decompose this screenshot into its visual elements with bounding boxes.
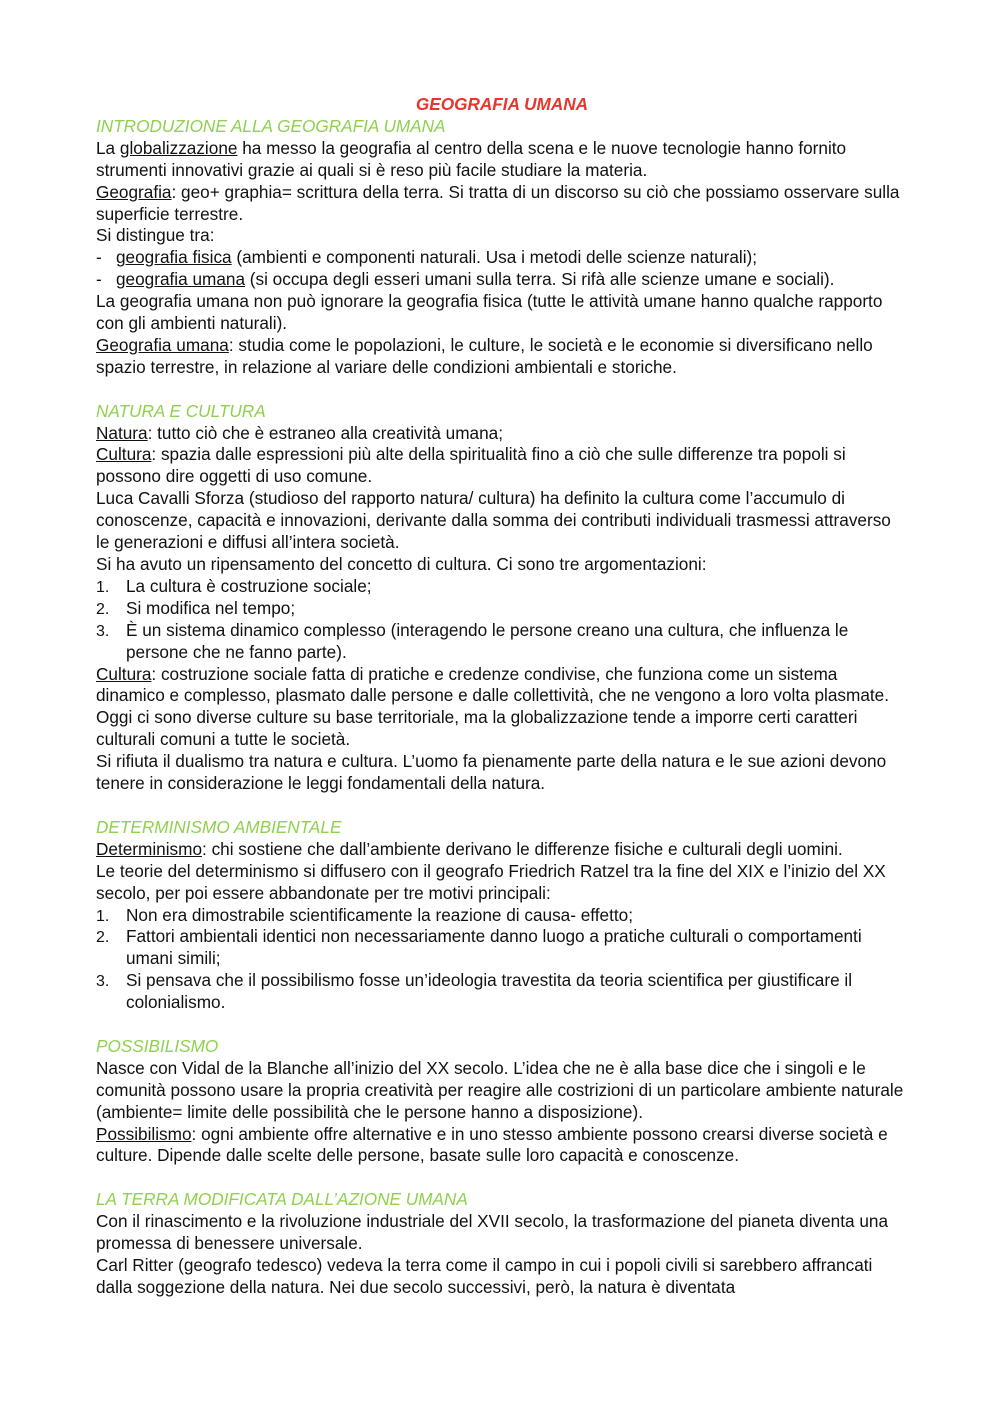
paragraph: La geografia umana non può ignorare la geografia fisica (tutte le attività umane hanno qualche rapporto con gli ambienti naturali). xyxy=(96,291,883,334)
section-introduzione xyxy=(96,116,908,379)
list-number: 1. xyxy=(96,907,110,925)
spacer xyxy=(96,1167,908,1189)
paragraph: Geografia: geo+ graphia= scrittura della terra. Si tratta di un discorso su ciò che possiamo osservare sulla superficie terrestre. xyxy=(96,181,900,224)
paragraph: Determinismo: chi sostiene che dall’ambiente derivano le differenze fisiche e culturali degli uomini. xyxy=(96,838,843,859)
list-item: 1. Non era dimostrabile scientificamente la reazione di causa- effetto; xyxy=(96,905,908,927)
paragraph: Nasce con Vidal de la Blanche all’inizio del XX secolo. L’idea che ne è alla base dice che i singoli e le comunità possono usare la propria creatività per reagire alle costrizioni di un particolare ambiente naturale (ambiente= limite delle possibilità che le persone hanno a disposizione). xyxy=(96,1057,904,1122)
list-item: 2. Fattori ambientali identici non necessariamente danno luogo a pratiche culturali o comportamenti umani simili; xyxy=(96,926,862,969)
section-heading: NATURA E CULTURA xyxy=(96,400,266,421)
paragraph: Carl Ritter (geografo tedesco) vedeva la terra come il campo in cui i popoli civili si sarebbero affrancati dalla soggezione della natura. Nei due secolo successivi, però, la natura è diventata xyxy=(96,1254,873,1297)
spacer xyxy=(96,379,908,401)
dash-bullet: - xyxy=(96,269,102,290)
paragraph: Si rifiuta il dualismo tra natura e cultura. L’uomo fa pienamente parte della natura e le sue azioni devono tenere in considerazione le leggi fondamentali della natura. xyxy=(96,751,887,794)
paragraph: Si ha avuto un ripensamento del concetto di cultura. Ci sono tre argomentazioni: xyxy=(96,554,707,575)
list-number: 3. xyxy=(96,973,110,991)
spacer xyxy=(96,795,908,817)
list-number: 1. xyxy=(96,578,110,596)
paragraph: Oggi ci sono diverse culture su base territoriale, ma la globalizzazione tende a imporre certi caratteri culturali comuni a tutte le società. xyxy=(96,707,858,750)
underlined-term: Natura xyxy=(96,422,148,443)
section-heading: INTRODUZIONE ALLA GEOGRAFIA UMANA xyxy=(96,115,446,136)
underlined-term: Geografia xyxy=(96,181,172,202)
section-heading: DETERMINISMO AMBIENTALE xyxy=(96,816,342,837)
section-possibilismo xyxy=(96,1036,908,1167)
dash-bullet: - xyxy=(96,247,102,268)
list-item: 1. La cultura è costruzione sociale; xyxy=(96,576,908,598)
section-determinismo xyxy=(96,817,908,1014)
underlined-term: Geografia umana xyxy=(96,334,229,355)
section-natura-e-cultura xyxy=(96,401,908,795)
list-item: 3. Si pensava che il possibilismo fosse un’ideologia travestita da teoria scientifica per giustificare il colonialismo. xyxy=(96,970,853,1013)
underlined-term: Cultura xyxy=(96,663,152,684)
paragraph: Le teorie del determinismo si diffusero con il geografo Friedrich Ratzel tra la fine del XIX e l’inizio del XX secolo, per poi essere abbandonate per tre motivi principali: xyxy=(96,860,886,903)
section-heading: POSSIBILISMO xyxy=(96,1035,219,1056)
paragraph: Possibilismo: ogni ambiente offre alternative e in uno stesso ambiente possono crearsi diverse società e culture. Dipende dalle scelte delle persone, basate sulle loro capacità e conoscenze. xyxy=(96,1123,888,1166)
paragraph: Si distingue tra: xyxy=(96,225,215,246)
underlined-term: Cultura xyxy=(96,444,152,465)
list-item: - geografia umana (si occupa degli esseri umani sulla terra. Si rifà alle scienze umane e sociali). xyxy=(96,269,835,290)
underlined-term: Possibilismo xyxy=(96,1123,192,1144)
list-item: 2. Si modifica nel tempo; xyxy=(96,598,908,620)
list-item: - geografia fisica (ambienti e componenti naturali. Usa i metodi delle scienze naturali); xyxy=(96,247,758,268)
underlined-term: Determinismo xyxy=(96,838,203,859)
paragraph: Geografia umana: studia come le popolazioni, le culture, le società e le economie si diversificano nello spazio terrestre, in relazione al variare delle condizioni ambientali e storiche. xyxy=(96,334,873,377)
spacer xyxy=(96,1014,908,1036)
paragraph: Luca Cavalli Sforza (studioso del rapporto natura/ cultura) ha definito la cultura come l’accumulo di conoscenze, capacità e innovazioni, derivante dalla somma dei contributi individuali trasmessi attraverso le generazioni e diffusi all’intera società. xyxy=(96,488,891,553)
section-terra-modificata xyxy=(96,1189,908,1299)
section-heading: LA TERRA MODIFICATA DALL’AZIONE UMANA xyxy=(96,1189,468,1210)
document-title: GEOGRAFIA UMANA xyxy=(415,94,589,114)
paragraph: La globalizzazione ha messo la geografia al centro della scena e le nuove tecnologie hanno fornito strumenti innovativi grazie ai quali si è reso più facile studiare la materia. xyxy=(96,137,847,180)
underlined-term: geografia fisica xyxy=(116,247,232,268)
list-number: 3. xyxy=(96,622,110,640)
underlined-term: geografia umana xyxy=(116,269,245,290)
paragraph: Con il rinascimento e la rivoluzione industriale del XVII secolo, la trasformazione del pianeta diventa una promessa di benessere universale. xyxy=(96,1211,889,1254)
list-number: 2. xyxy=(96,600,110,618)
document-body xyxy=(96,94,908,1299)
paragraph: Natura: tutto ciò che è estraneo alla creatività umana; xyxy=(96,422,504,443)
underlined-term: globalizzazione xyxy=(119,137,238,158)
list-item: 3. È un sistema dinamico complesso (interagendo le persone creano una cultura, che influenza le persone che ne fanno parte). xyxy=(96,619,849,662)
paragraph: Cultura: spazia dalle espressioni più alte della spiritualità fino a ciò che sulle differenze tra popoli si possono dire oggetti di uso comune. xyxy=(96,444,846,487)
paragraph: Cultura: costruzione sociale fatta di pratiche e credenze condivise, che funziona come un sistema dinamico e complesso, plasmato dalle persone e dalle collettività, che ne vengono a loro volta plasmate. xyxy=(96,663,889,706)
list-number: 2. xyxy=(96,929,110,947)
